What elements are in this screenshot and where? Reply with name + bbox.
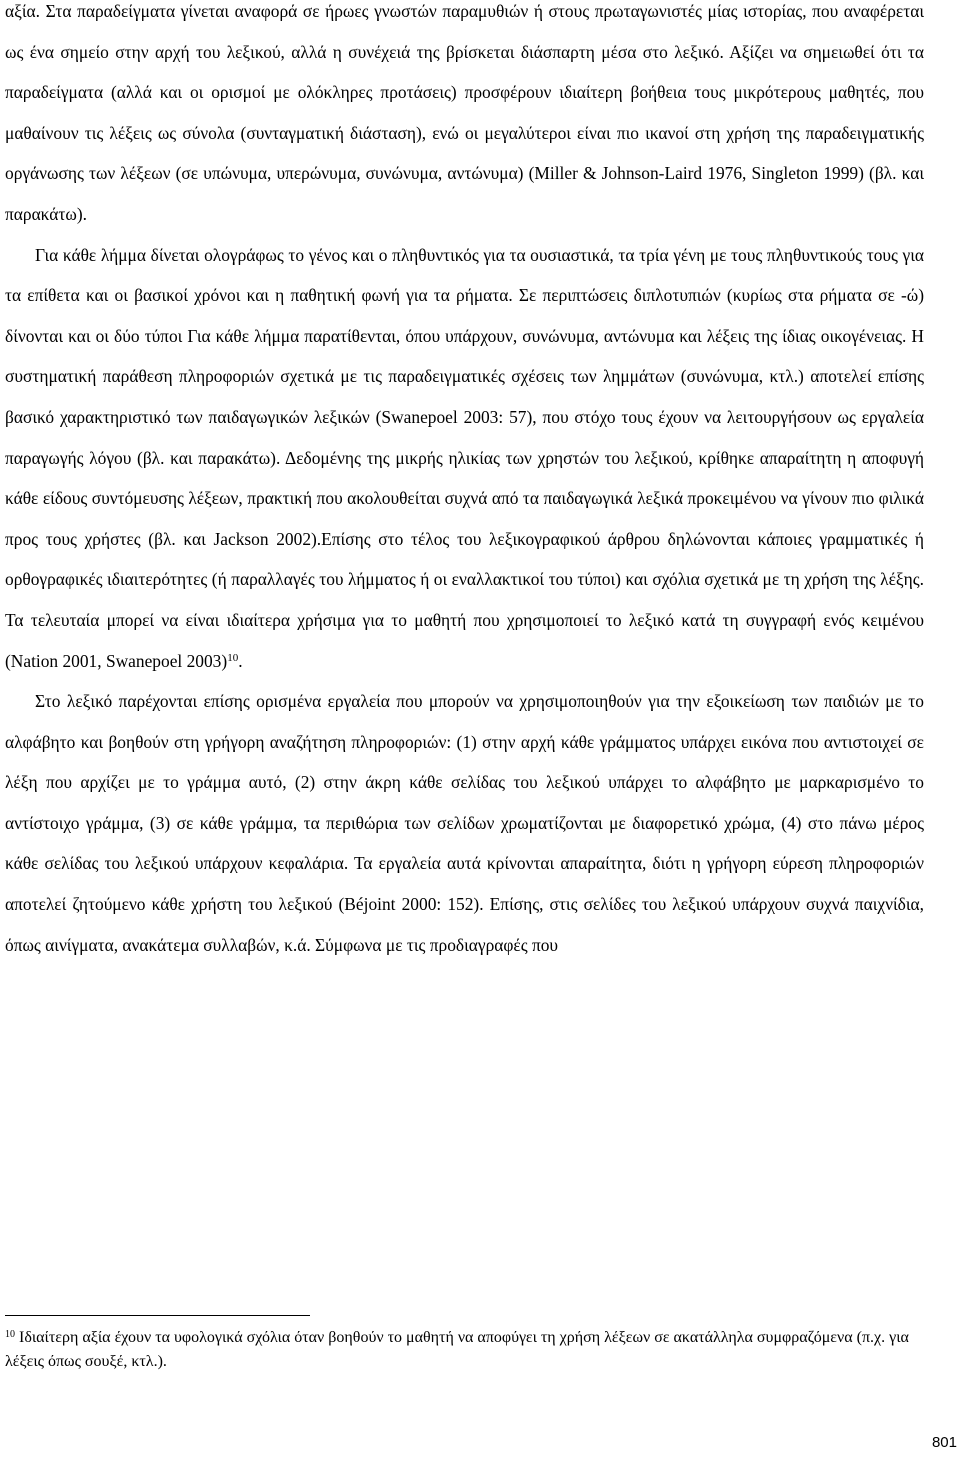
paragraph-2 [5, 235, 924, 682]
paragraph-2-text: Για κάθε λήμμα δίνεται ολογράφως το γένος και ο πληθυντικός για τα ουσιαστικά, τα τρία γένη με τους πληθυντικούς τους για τα επίθετα και οι βασικοί χρόνοι και η παθητική φωνή για τα ρήματα. Σε περιπτώσεις διπλοτυπιών (κυρίως στα ρήματα σε -ώ) δίνονται και οι δύο τύποι Για κάθε λήμμα παρατίθενται, όπου υπάρχουν, συνώνυμα, αντώνυμα και λέξεις της ίδιας οικογένειας. Η συστηματική παράθεση πληροφοριών σχετικά με τις παραδειγματικές σχέσεις των λημμάτων (συνώνυμα, κτλ.) αποτελεί επίσης βασικό χαρακτηριστικό των παιδαγωγικών λεξικών (Swanepoel 2003: 57), που στόχο τους έχουν να λειτουργήσουν ως εργαλεία παραγωγής λόγου (βλ. και παρακάτω). Δεδομένης της μικρής ηλικίας των χρηστών του λεξικού, κρίθηκε απαραίτητη η αποφυγή κάθε είδους συντόμευσης λέξεων, πρακτική που ακολουθείται συχνά από τα παιδαγωγικά λεξικά προκειμένου να γίνουν πιο φιλικά προς τους χρήστες (βλ. και Jackson 2002).Επίσης στο τέλος του λεξικογραφικού άρθρου δηλώνονται κάποιες γραμματικές ή ορθογραφικές ιδιαιτερότητες (ή παραλλαγές του λήμματος ή οι εναλλακτικοί του τύποι) και σχόλια σχετικά με τη χρήση της λέξης. Τα τελευταία μπορεί να είναι ιδιαίτερα χρήσιμα για το μαθητή που χρησιμοποιεί το λεξικό κατά τη συγγραφή ενός κειμένου (Nation 2001, Swanepoel 2003) [5, 244, 924, 671]
paragraph-3-text: Στο λεξικό παρέχονται επίσης ορισμένα εργαλεία που μπορούν να χρησιμοποιηθούν για την εξοικείωση των παιδιών με το αλφάβητο και βοηθούν στη γρήγορη αναζήτηση πληροφοριών: (1) στην αρχή κάθε γράμματος υπάρχει εικόνα που αντιστοιχεί σε λέξη που αρχίζει με το γράμμα αυτό, (2) στην άκρη κάθε σελίδας του λεξικού υπάρχει το αλφάβητο με μαρκαρισμένο το αντίστοιχο γράμμα, (3) σε κάθε γράμμα, τα περιθώρια των σελίδων χρωματίζονται με διαφορετικό χρώμα, (4) στο πάνω μέρος κάθε σελίδας του λεξικού υπάρχουν κεφαλάρια. Τα εργαλεία αυτά κρίνονται απαραίτητα, διότι η γρήγορη εύρεση πληροφοριών αποτελεί ζητούμενο κάθε χρήστη του λεξικού (Béjoint 2000: 152). Επίσης, στις σελίδες του λεξικού υπάρχουν συχνά παιχνίδια, όπως αινίγματα, ανακάτεμα συλλαβών, κ.ά. Σύμφωνα με τις προδιαγραφές που [5, 691, 924, 955]
paragraph-1-text: αξία. Στα παραδείγματα γίνεται αναφορά σε ήρωες γνωστών παραμυθιών ή στους πρωταγωνιστές μίας ιστορίας, που αναφέρεται ως ένα σημείο στην αρχή του λεξικού, αλλά η συνέχειά της βρίσκεται διάσπαρτη μέσα στο λεξικό. Αξίζει να σημειωθεί ότι τα παραδείγματα (αλλά και οι ορισμοί με ολόκληρες προτάσεις) προσφέρουν ιδιαίτερη βοήθεια τους μικρότερους μαθητές, που μαθαίνουν τις λέξεις ως σύνολα (συνταγματική διάσταση), ενώ οι μεγαλύτεροι είναι πιο ικανοί στη χρήση της παραδειγματικής οργάνωσης των λέξεων (σε υπώνυμα, υπερώνυμα, συνώνυμα, αντώνυμα) (Miller & Johnson-Laird 1976, Singleton 1999) (βλ. και παρακάτω). [5, 1, 924, 224]
paragraph-3 [5, 681, 924, 965]
page-number: 801 [931, 1434, 957, 1451]
footnote [5, 1326, 924, 1374]
body-text [5, 0, 924, 965]
footnote-text: Ιδιαίτερη αξία έχουν τα υφολογικά σχόλια όταν βοηθούν το μαθητή να αποφύγει τη χρήση λέξεων σε ακατάλληλα συμφραζόμενα (π.χ. για λέξεις όπως σουξέ, κτλ.). [5, 1329, 909, 1370]
footnote-reference[interactable]: 10 [227, 651, 239, 664]
footnote-divider [5, 1315, 310, 1316]
paragraph-1 [5, 0, 924, 235]
paragraph-2-text-end: . [238, 650, 243, 671]
footnote-number: 10 [5, 1329, 15, 1340]
